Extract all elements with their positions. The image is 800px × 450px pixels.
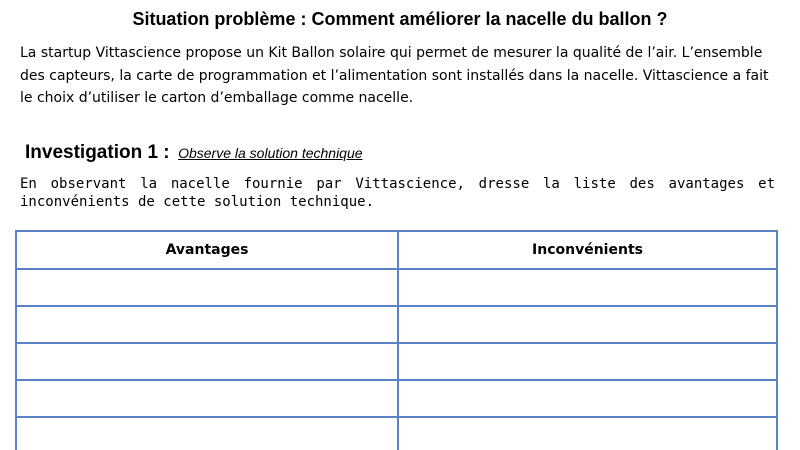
- table-row: [16, 417, 777, 450]
- intro-line: des capteurs, la carte de programmation et l’alimentation sont installés dans la nacelle. Vittascience a fait: [20, 67, 769, 84]
- instruction-text: [20, 175, 775, 211]
- inconvenient-cell[interactable]: [398, 380, 777, 417]
- avantage-cell[interactable]: [16, 417, 398, 450]
- intro-paragraph: [20, 42, 790, 110]
- investigation-heading: [25, 142, 363, 164]
- instruction-line: inconvénients de cette solution technique.: [20, 194, 375, 210]
- investigation-subtitle: Observe la solution technique: [178, 145, 363, 161]
- table-row: [16, 343, 777, 380]
- avantage-cell[interactable]: [16, 343, 398, 380]
- inconvenient-cell[interactable]: [398, 343, 777, 380]
- investigation-title: Investigation 1 :: [25, 142, 170, 163]
- table-row: [16, 269, 777, 306]
- table-header-row: [16, 231, 777, 269]
- inconvenient-cell[interactable]: [398, 417, 777, 450]
- instruction-line: En observant la nacelle fournie par Vittascience, dresse la liste des avantages et: [20, 176, 775, 192]
- intro-line: le choix d’utiliser le carton d’emballage comme nacelle.: [20, 90, 414, 106]
- avantage-cell[interactable]: [16, 306, 398, 343]
- table-row: [16, 306, 777, 343]
- header-inconvenients: Inconvénients: [398, 231, 777, 269]
- pros-cons-table: [15, 230, 778, 450]
- table-row: [16, 380, 777, 417]
- avantage-cell[interactable]: [16, 380, 398, 417]
- intro-line: La startup Vittascience propose un Kit Ballon solaire qui permet de mesurer la qualité de l’air. L’ensemble: [20, 45, 763, 61]
- page-title: Situation problème : Comment améliorer la nacelle du ballon ?: [132, 9, 668, 29]
- avantage-cell[interactable]: [16, 269, 398, 306]
- inconvenient-cell[interactable]: [398, 306, 777, 343]
- inconvenient-cell[interactable]: [398, 269, 777, 306]
- header-avantages: Avantages: [16, 231, 398, 269]
